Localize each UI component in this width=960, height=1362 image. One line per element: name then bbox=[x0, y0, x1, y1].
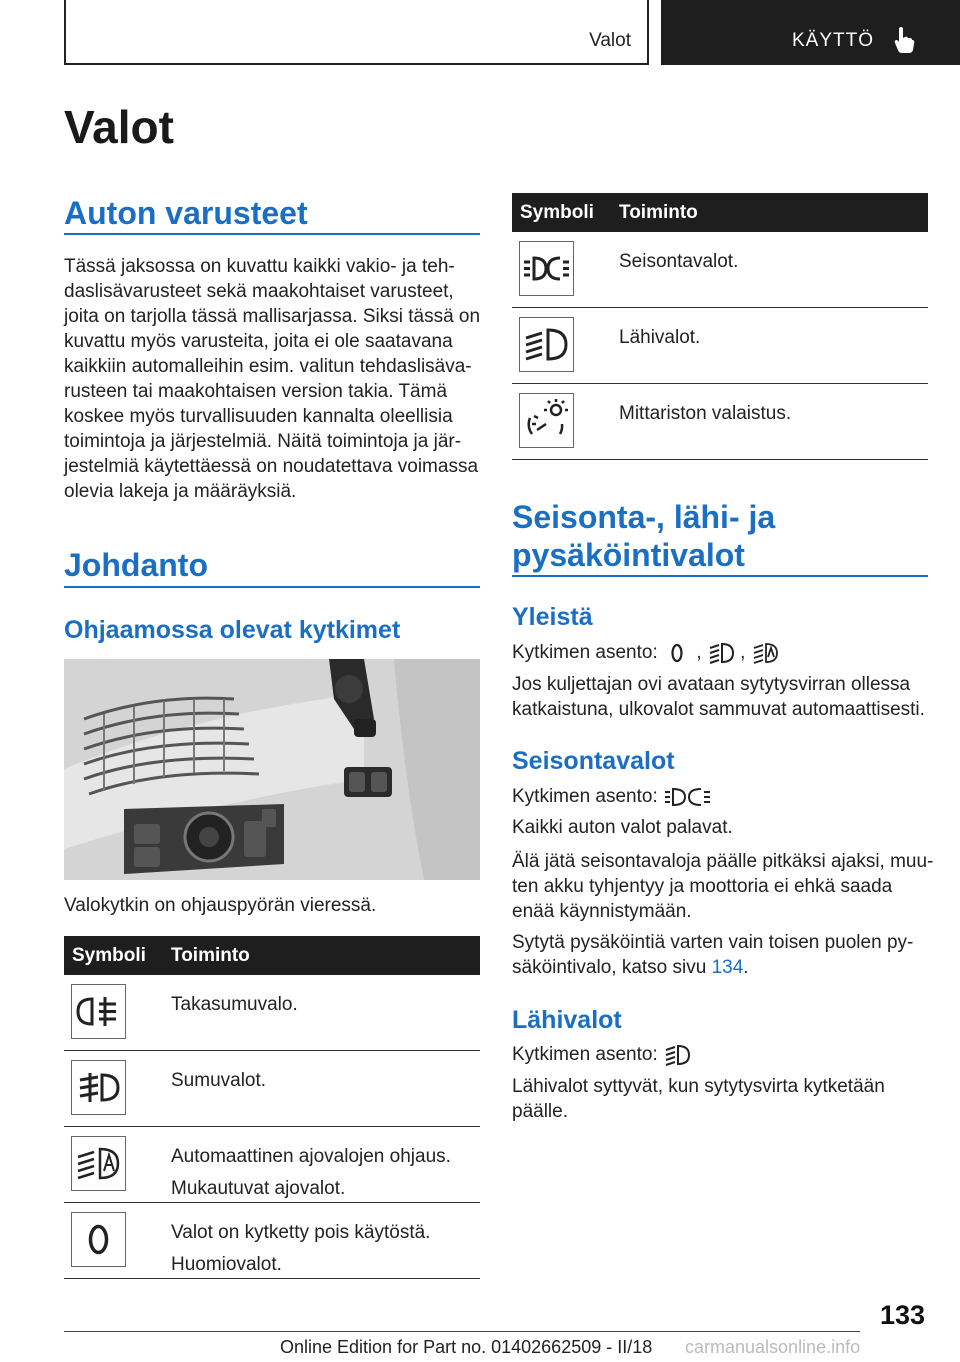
watermark: carmanualsonline.info bbox=[685, 1337, 861, 1357]
page-link[interactable]: 134 bbox=[711, 957, 744, 978]
heading-low-beam: Lähivalot bbox=[512, 1006, 622, 1034]
parking-text-1: Kaikki auton valot palavat. bbox=[512, 817, 733, 838]
row-function: Sumuvalot. bbox=[171, 1070, 267, 1091]
row-function: Valot on kytketty pois käytöstä. Huomiovalot. bbox=[171, 1222, 431, 1275]
table-row bbox=[64, 1203, 480, 1279]
instrument-lighting-icon bbox=[519, 393, 574, 448]
footer-rule bbox=[64, 1331, 860, 1332]
lowbeam-switch-line: Kytkimen asento: bbox=[512, 1042, 691, 1068]
header-section-title: Valot bbox=[589, 30, 631, 51]
page-number: 133 bbox=[880, 1300, 926, 1330]
page-title: Valot bbox=[64, 101, 174, 153]
low-beam-icon bbox=[707, 640, 735, 666]
low-beam-icon bbox=[519, 317, 574, 372]
row-function: Lähivalot. bbox=[619, 327, 701, 348]
parking-light-icon bbox=[663, 784, 715, 810]
symbol-table-left bbox=[64, 936, 480, 1279]
col-symbol: Symboli bbox=[520, 202, 594, 223]
rear-fog-light-icon bbox=[71, 984, 126, 1039]
row-function: Mittariston valaistus. bbox=[619, 403, 792, 424]
general-paragraph: Jos kuljettajan ovi avataan sytytysvirran ollessa katkaistuna, ulkovalot sammuvat automaattisesti. bbox=[512, 674, 925, 720]
table-row bbox=[512, 384, 928, 460]
auto-headlight-icon bbox=[751, 640, 779, 666]
general-switch-line: Kytkimen asento: , , bbox=[512, 640, 779, 666]
heading-parking-lights: Seisontavalot bbox=[512, 747, 675, 775]
equipment-paragraph: Tässä jaksossa on kuvattu kaikki vakio- ja teh- daslisävarusteet sekä maakohtaiset varusteet, joita on tarjolla tässä mallisarjassa. Siksi tässä on kuvattu myös varusteita, joita ei ole saatavana kaikkiin automalleihin esim. valitun tehdaslisäva- rusteen tai maakohtaisen version takia. Tämä koskee myös turvallisuuden kannalta oleellisia toimintoja ja järjestelmiä. Näitä toimintoja ja jär- jestelmiä käytettäessä on noudatettava voimassa olevia lakeja ja määräyksiä. bbox=[64, 256, 481, 502]
col-function: Toiminto bbox=[619, 202, 698, 223]
photo-caption: Valokytkin on ohjauspyörän vieressä. bbox=[64, 895, 377, 916]
table-header bbox=[64, 936, 480, 975]
parking-switch-line: Kytkimen asento: bbox=[512, 784, 715, 810]
hand-pointer-icon bbox=[893, 26, 915, 54]
header-chapter-title: KÄYTTÖ bbox=[792, 30, 875, 51]
footer-edition: Online Edition for Part no. 01402662509 - II/18 bbox=[280, 1337, 653, 1357]
heading-lights-section: Seisonta-, lähi- ja pysäköintivalot bbox=[512, 499, 776, 573]
heading-rule bbox=[64, 586, 480, 588]
heading-switches: Ohjaamossa olevat kytkimet bbox=[64, 616, 401, 644]
col-function: Toiminto bbox=[171, 945, 250, 966]
parking-light-icon bbox=[519, 241, 574, 296]
low-beam-icon bbox=[663, 1042, 691, 1068]
parking-text-2: Älä jätä seisontavaloja päälle pitkäksi ajaksi, muu- ten akku tyhjentyy ja moottoria ei ehkä saada enää käynnistymään. bbox=[512, 851, 934, 922]
heading-rule bbox=[512, 575, 928, 577]
heading-rule bbox=[64, 233, 480, 235]
col-symbol: Symboli bbox=[72, 945, 146, 966]
row-function: Takasumuvalo. bbox=[171, 994, 298, 1015]
table-row bbox=[64, 1051, 480, 1127]
table-row bbox=[64, 975, 480, 1051]
heading-intro: Johdanto bbox=[64, 547, 208, 583]
header-chapter-tab bbox=[661, 0, 960, 65]
lowbeam-paragraph: Lähivalot syttyvät, kun sytytysvirta kytketään päälle. bbox=[512, 1076, 885, 1122]
header-section-tab bbox=[64, 0, 649, 65]
heading-general: Yleistä bbox=[512, 603, 593, 631]
symbol-table-right bbox=[512, 193, 928, 460]
table-row bbox=[512, 232, 928, 308]
front-fog-light-icon bbox=[71, 1060, 126, 1115]
parking-text-3: Sytytä pysäköintiä varten vain toisen puolen py- säköintivalo, katso sivu 134. bbox=[512, 932, 914, 978]
auto-headlight-icon bbox=[71, 1136, 126, 1191]
lights-off-icon bbox=[71, 1212, 126, 1267]
table-row bbox=[512, 308, 928, 384]
table-row bbox=[64, 1127, 480, 1203]
heading-equipment: Auton varusteet bbox=[64, 195, 308, 231]
row-function: Seisontavalot. bbox=[619, 251, 739, 272]
cockpit-switch-photo bbox=[64, 659, 480, 880]
lights-off-icon bbox=[663, 640, 691, 666]
row-function: Automaattinen ajovalojen ohjaus. Mukautuvat ajovalot. bbox=[171, 1146, 451, 1199]
table-header bbox=[512, 193, 928, 232]
